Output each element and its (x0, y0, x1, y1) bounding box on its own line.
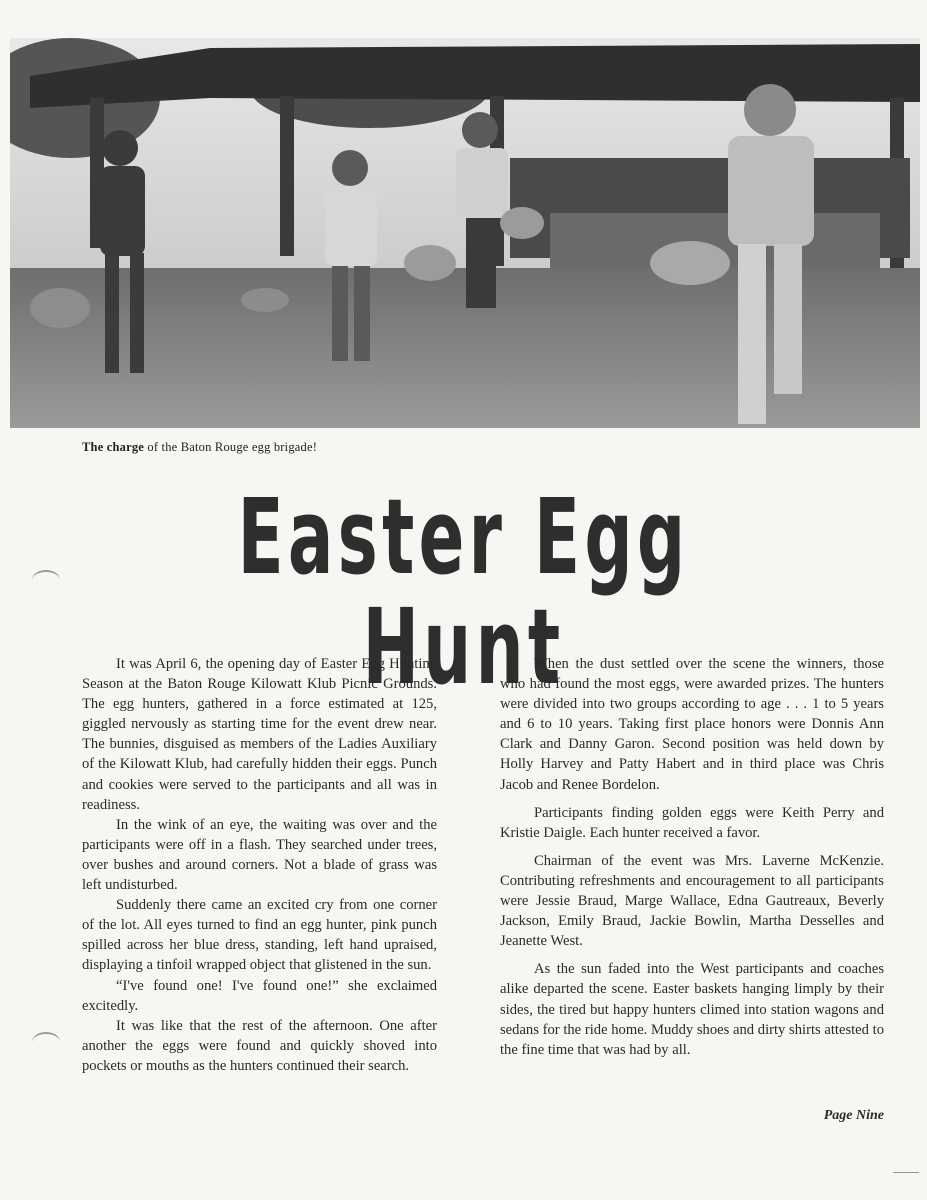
paragraph: Chairman of the event was Mrs. Laverne McKenzie. Contributing refreshments and encouragement to all participants were Jessie Braud, Marge Wallace, Edna Gautreaux, Beverly Jackson, Emily Braud, Jackie Bowlin, Martha Desselles and Jeanette West. (500, 852, 884, 950)
binder-hole-mark (32, 1032, 60, 1052)
left-column (82, 654, 437, 1076)
binder-hole-mark (32, 570, 60, 590)
photo-caption (82, 440, 317, 455)
page-number: Page Nine (823, 1108, 884, 1123)
headline: Easter Egg Hunt (237, 476, 690, 708)
photo-illustration (10, 38, 920, 428)
paragraph: It was like that the rest of the afternoon. One after another the eggs were found and quickly shoved into pockets or mouths as the hunters continued their search. (82, 1017, 437, 1074)
right-column (500, 654, 884, 1060)
caption-text: of the Baton Rouge egg brigade! (144, 440, 318, 454)
paragraph: Participants finding golden eggs were Keith Perry and Kristie Daigle. Each hunter received a favor. (500, 804, 884, 841)
caption-bold-text: The charge (82, 440, 145, 454)
paragraph: In the wink of an eye, the waiting was over and the participants were off in a flash. They searched under trees, over bushes and around corners. Not a blade of grass was left undisturbed. (82, 816, 437, 894)
paragraph: It was April 6, the opening day of Easter Egg Hunting Season at the Baton Rouge Kilowatt Klub Picnic Grounds. The egg hunters, gathered in a force estimated at 125, giggled nervously as starting time for the event drew near. The bunnies, disguised as members of the Ladies Auxiliary of the Kilowatt Klub, had carefully hidden their eggs. Punch and cookies were served to the participants and all was in readiness. (82, 656, 437, 813)
paragraph: As the sun faded into the West participants and coaches alike departed the scene. Easter baskets hanging limply by their sides, the tired but happy hunters climed into station wagons and sedans for the ride home. Muddy shoes and dirty shirts attested to the fine time that was had by all. (500, 961, 884, 1058)
paragraph: When the dust settled over the scene the winners, those who had found the most eggs, were awarded prizes. The hunters were divided into two groups according to age . . . 1 to 5 years and 6 to 10 years. Taking first place honors were Donnis Ann Clark and Danny Garon. Second position was held down by Holly Harvey and Patty Habert and in third place was Chris Jacob and Renee Bordelon. (500, 656, 884, 793)
paragraph: “I've found one! I've found one!” she exclaimed excitedly. (82, 977, 437, 1014)
edge-mark (893, 1172, 919, 1173)
paragraph: Suddenly there came an excited cry from one corner of the lot. All eyes turned to find an egg hunter, pink punch spilled across her blue dress, standing, left hand upraised, displaying a tinfoil wrapped object that glistened in the sun. (82, 897, 437, 974)
event-photo (10, 38, 920, 428)
